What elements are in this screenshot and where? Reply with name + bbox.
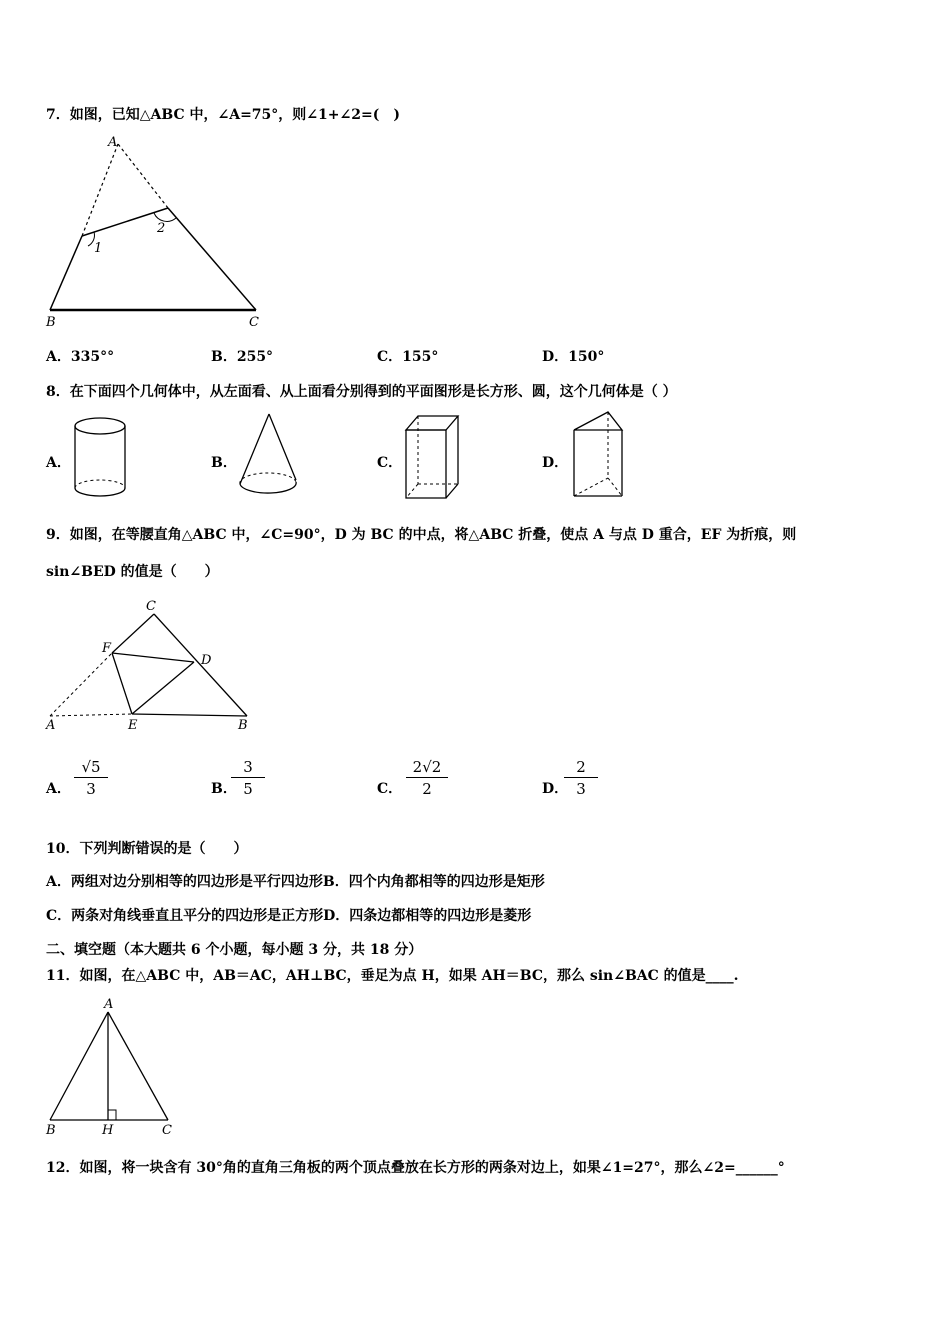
rectangular-prism-figure[interactable] (404, 412, 466, 504)
q9-option-a-numerator: √5 (74, 758, 108, 778)
q9-option-d-fraction[interactable] (564, 758, 598, 798)
q9-fold-figure (44, 596, 254, 736)
q10-text: 10．下列判断错误的是（ ） (46, 841, 248, 857)
q9-text-line2: sin∠BED 的值是（ ） (46, 564, 219, 580)
q7-option-b[interactable]: B．255° (211, 349, 274, 365)
q7-label-c: C (249, 315, 259, 330)
q7-option-d[interactable]: D．150° (542, 349, 605, 365)
q9-option-b[interactable]: B． (211, 781, 237, 797)
q9-text-line1: 9．如图，在等腰直角△ABC 中，∠C=90°，D 为 BC 的中点，将△ABC 折叠，使点 A 与点 D 重合，EF 为折痕，则 (46, 527, 797, 543)
cone-figure[interactable] (236, 410, 306, 500)
q8-text: 8．在下面四个几何体中，从左面看、从上面看分别得到的平面图形是长方形、圆，这个几何体是（ ） (46, 384, 677, 400)
q9-label-a: A (46, 718, 56, 733)
q11-label-b: B (46, 1123, 56, 1138)
q11-label-h: H (102, 1123, 114, 1138)
q9-label-e: E (128, 718, 138, 733)
q9-option-c[interactable]: C． (377, 781, 403, 797)
q9-option-a-fraction[interactable] (74, 758, 108, 798)
q9-option-a-denominator: 3 (86, 780, 96, 798)
q9-label-d: D (201, 653, 212, 668)
q9-option-d-denominator: 3 (576, 780, 586, 798)
q12-text: 12．如图，将一块含有 30°角的直角三角板的两个顶点叠放在长方形的两条对边上，如果∠1=27°，那么∠2=______° (46, 1160, 785, 1176)
q9-option-a[interactable]: A． (46, 781, 71, 797)
q9-option-b-denominator: 5 (243, 780, 253, 798)
q9-label-f: F (102, 641, 112, 656)
cylinder-figure[interactable] (72, 414, 132, 500)
q9-label-c: C (146, 599, 156, 614)
q8-option-c[interactable]: C． (377, 455, 403, 471)
q9-option-d[interactable]: D． (542, 781, 569, 797)
q7-label-1: 1 (94, 241, 103, 256)
q11-label-a: A (104, 997, 114, 1012)
q9-option-c-denominator: 2 (422, 780, 432, 798)
q9-label-b: B (238, 718, 248, 733)
q11-text: 11．如图，在△ABC 中，AB＝AC，AH⊥BC，垂足为点 H，如果 AH＝BC，那么 sin∠BAC 的值是____. (46, 968, 739, 984)
q7-triangle-figure (44, 136, 274, 331)
q7-option-c[interactable]: C．155° (377, 349, 439, 365)
q9-option-d-numerator: 2 (564, 758, 598, 778)
q7-text: 7．如图，已知△ABC 中，∠A=75°，则∠1+∠2=( ) (46, 107, 400, 123)
q8-option-b[interactable]: B． (211, 455, 237, 471)
q7-label-b: B (46, 315, 56, 330)
triangular-prism-figure[interactable] (570, 410, 630, 502)
q11-label-c: C (162, 1123, 172, 1138)
q9-option-b-fraction[interactable] (231, 758, 265, 798)
q9-option-c-numerator: 2√2 (406, 758, 448, 778)
q7-option-a[interactable]: A．335°° (46, 349, 115, 365)
q9-option-c-fraction[interactable] (406, 758, 448, 798)
q10-options-cd[interactable]: C．两条对角线垂直且平分的四边形是正方形D．四条边都相等的四边形是菱形 (46, 908, 532, 924)
q7-label-2: 2 (157, 221, 166, 236)
q9-option-b-numerator: 3 (231, 758, 265, 778)
q7-label-a: A (108, 135, 118, 150)
q8-option-a[interactable]: A． (46, 455, 71, 471)
q11-triangle-figure (44, 996, 184, 1141)
q10-options-ab[interactable]: A．两组对边分别相等的四边形是平行四边形B．四个内角都相等的四边形是矩形 (46, 874, 545, 890)
section-title: 二、填空题（本大题共 6 个小题，每小题 3 分，共 18 分） (46, 942, 423, 958)
q8-option-d[interactable]: D． (542, 455, 569, 471)
